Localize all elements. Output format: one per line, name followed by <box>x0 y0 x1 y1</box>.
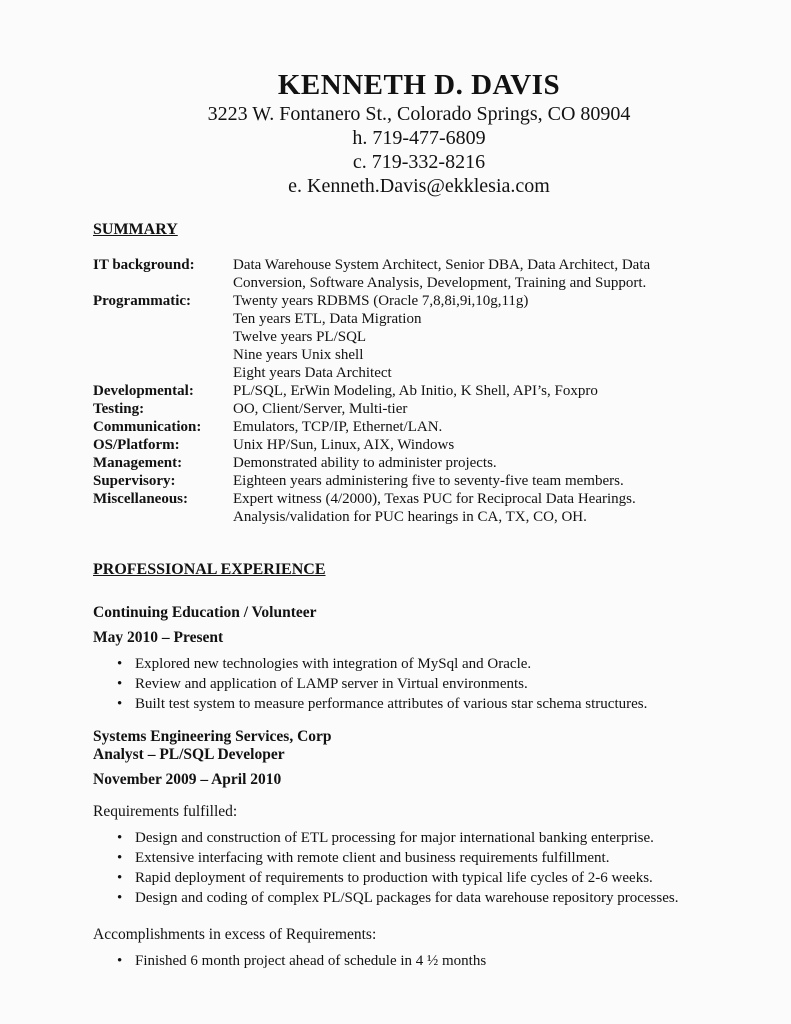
resume-header <box>93 68 745 198</box>
bullet-list <box>93 951 745 971</box>
bullet-list <box>93 828 745 908</box>
job-dates: November 2009 – April 2010 <box>93 771 282 788</box>
job-entry <box>93 728 745 971</box>
summary-value-line: Twenty years RDBMS (Oracle 7,8,8i,9i,10g,11g) <box>233 293 529 309</box>
accomplishments-intro: Accomplishments in excess of Requirements: <box>93 926 377 943</box>
summary-row-value <box>233 472 745 490</box>
bullet-item <box>93 694 745 714</box>
bullet-text: Built test system to measure performance attributes of various star schema structures. <box>135 696 648 712</box>
bullet-dot-icon <box>117 828 135 848</box>
summary-value-line: Eight years Data Architect <box>233 365 392 381</box>
summary-value-line: Unix HP/Sun, Linux, AIX, Windows <box>233 437 455 453</box>
summary-value-line: OO, Client/Server, Multi-tier <box>233 401 408 417</box>
bullet-item <box>93 828 745 848</box>
summary-row <box>93 256 745 292</box>
summary-row-label: Miscellaneous: <box>93 491 188 507</box>
job-organization: Continuing Education / Volunteer <box>93 604 317 621</box>
experience-heading: PROFESSIONAL EXPERIENCE <box>93 561 326 578</box>
bullet-text: Extensive interfacing with remote client and business requirements fulfillment. <box>135 850 610 866</box>
summary-row <box>93 472 745 490</box>
address-line: 3223 W. Fontanero St., Colorado Springs, CO 80904 <box>207 103 631 125</box>
summary-row-value <box>233 256 745 292</box>
job-role: Analyst – PL/SQL Developer <box>93 746 285 763</box>
bullet-item <box>93 848 745 868</box>
summary-value-line: Expert witness (4/2000), Texas PUC for Reciprocal Data Hearings. <box>233 491 636 507</box>
summary-row-label: Management: <box>93 455 183 471</box>
summary-row <box>93 436 745 454</box>
bullet-text: Design and construction of ETL processing for major international banking enterprise. <box>135 830 654 846</box>
summary-row-label: Programmatic: <box>93 293 192 309</box>
cell-phone-line: c. 719-332-8216 <box>352 151 486 173</box>
summary-row-label: Developmental: <box>93 383 194 399</box>
job-entry <box>93 604 745 714</box>
summary-row <box>93 418 745 436</box>
summary-row-value <box>233 292 745 382</box>
summary-value-line: Nine years Unix shell <box>233 347 364 363</box>
summary-row-label: OS/Platform: <box>93 437 180 453</box>
summary-value-line: Twelve years PL/SQL <box>233 329 367 345</box>
bullet-text: Review and application of LAMP server in Virtual environments. <box>135 676 528 692</box>
bullet-dot-icon <box>117 694 135 714</box>
bullet-dot-icon <box>117 848 135 868</box>
job-dates: May 2010 – Present <box>93 629 224 646</box>
summary-row-label: IT background: <box>93 257 195 273</box>
summary-value-line: Conversion, Software Analysis, Development, Training and Support. <box>233 275 647 291</box>
bullet-dot-icon <box>117 654 135 674</box>
summary-row-value <box>233 490 745 526</box>
bullet-list <box>93 654 745 714</box>
job-organization: Systems Engineering Services, Corp <box>93 728 332 745</box>
summary-row <box>93 400 745 418</box>
bullet-dot-icon <box>117 888 135 908</box>
summary-value-line: Analysis/validation for PUC hearings in CA, TX, CO, OH. <box>233 509 587 525</box>
summary-row-label: Supervisory: <box>93 473 176 489</box>
requirements-intro: Requirements fulfilled: <box>93 803 238 820</box>
bullet-text: Explored new technologies with integration of MySql and Oracle. <box>135 656 532 672</box>
summary-value-line: PL/SQL, ErWin Modeling, Ab Initio, K Shell, API’s, Foxpro <box>233 383 598 399</box>
bullet-dot-icon <box>117 674 135 694</box>
summary-row <box>93 382 745 400</box>
summary-table <box>93 256 745 526</box>
summary-row-value <box>233 436 745 454</box>
summary-row-value <box>233 382 745 400</box>
summary-row-value <box>233 400 745 418</box>
bullet-text: Design and coding of complex PL/SQL packages for data warehouse repository processes. <box>135 890 679 906</box>
summary-row <box>93 292 745 382</box>
home-phone-line: h. 719-477-6809 <box>352 127 486 149</box>
bullet-text: Finished 6 month project ahead of schedule in 4 ½ months <box>135 953 487 969</box>
summary-value-line: Ten years ETL, Data Migration <box>233 311 422 327</box>
bullet-dot-icon <box>117 868 135 888</box>
summary-row <box>93 454 745 472</box>
bullet-text: Rapid deployment of requirements to production with typical life cycles of 2-6 weeks. <box>135 870 653 886</box>
person-name: KENNETH D. DAVIS <box>277 69 561 101</box>
bullet-item <box>93 654 745 674</box>
summary-row <box>93 490 745 526</box>
bullet-item <box>93 888 745 908</box>
summary-heading: SUMMARY <box>93 221 178 238</box>
bullet-item <box>93 951 745 971</box>
summary-row-label: Testing: <box>93 401 145 417</box>
bullet-dot-icon <box>117 951 135 971</box>
bullet-item <box>93 868 745 888</box>
email-line: e. Kenneth.Davis@ekklesia.com <box>288 175 550 197</box>
summary-value-line: Emulators, TCP/IP, Ethernet/LAN. <box>233 419 443 435</box>
bullet-item <box>93 674 745 694</box>
summary-row-value <box>233 454 745 472</box>
summary-row-label: Communication: <box>93 419 202 435</box>
summary-row-value <box>233 418 745 436</box>
summary-value-line: Demonstrated ability to administer projects. <box>233 455 497 471</box>
summary-value-line: Data Warehouse System Architect, Senior DBA, Data Architect, Data <box>233 257 651 273</box>
summary-value-line: Eighteen years administering five to seventy-five team members. <box>233 473 624 489</box>
